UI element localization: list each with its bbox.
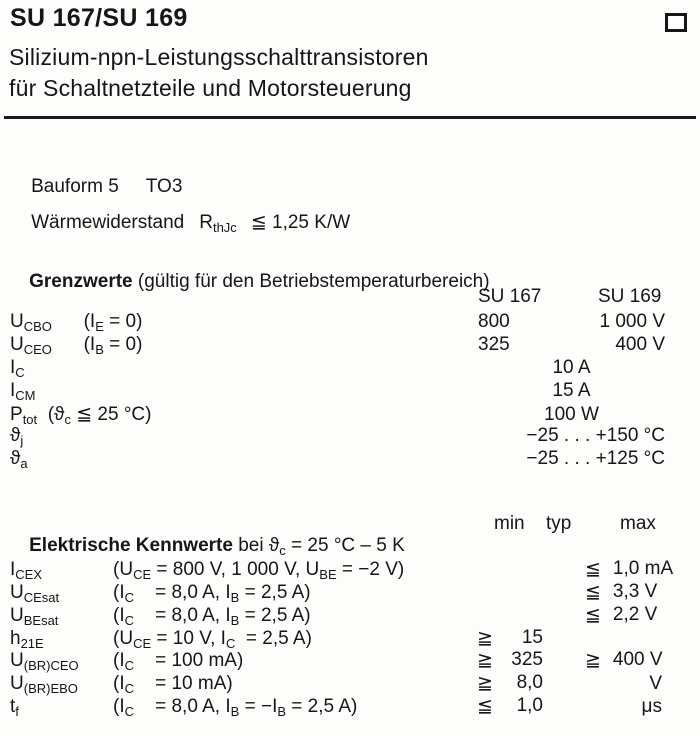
characteristics-table xyxy=(10,558,674,720)
characteristic-symbol: $I_{CEX}$ xyxy=(10,559,43,582)
limit-value-su169: 1 000 V xyxy=(599,311,665,332)
characteristic-min-value xyxy=(475,627,543,650)
relation-symbol: ≦ xyxy=(477,696,493,718)
limit-value-su167: 800 xyxy=(478,311,510,332)
min-number: 15 xyxy=(521,626,543,648)
characteristic-conditions: ($I_C$ = 100 mA) xyxy=(113,650,244,674)
limits-heading-title: Grenzwerte xyxy=(29,271,133,292)
characteristic-symbol: $t_f$ xyxy=(10,696,19,720)
characteristic-symbol: $U_{(BR)EBO}$ xyxy=(10,673,78,697)
limit-value-shared: −25 . . . +150 °C xyxy=(526,425,665,447)
characteristics-row xyxy=(10,695,665,718)
thermal-value: ≦ 1,25 K/W xyxy=(250,212,351,233)
bauform-label: Bauform 5 xyxy=(31,176,119,197)
limit-value-shared: −25 . . . +125 °C xyxy=(526,448,665,470)
divider-rule xyxy=(4,116,696,119)
characteristic-conditions: ($I_C$ = 10 mA) xyxy=(113,673,233,697)
relation-symbol: ≦ xyxy=(585,559,601,580)
max-number: 1,0 mA xyxy=(612,558,674,579)
limits-row xyxy=(10,357,665,380)
thermal-resistance-line xyxy=(10,189,350,256)
characteristic-symbol: $U_{CEsat}$ xyxy=(10,581,60,605)
column-header-min: min xyxy=(494,513,525,534)
limit-symbol: $ϑ_a$ xyxy=(10,448,28,472)
limits-row xyxy=(10,334,665,357)
limit-symbol: $I_{CM}$ xyxy=(10,379,36,403)
column-header-typ: typ xyxy=(546,513,572,534)
subtitle-line1: Silizium-npn-Leistungsschalttransistoren xyxy=(9,44,429,70)
limit-value-shared: 100 W xyxy=(544,403,599,425)
characteristic-symbol: $U_{(BR)CEO}$ xyxy=(10,650,79,674)
relation-symbol: ≧ xyxy=(585,650,601,672)
characteristics-row xyxy=(10,558,674,582)
limit-value-su169: 400 V xyxy=(615,333,665,355)
thermal-symbol: $R_{thJc}$ xyxy=(199,212,237,235)
limit-value-shared: 15 A xyxy=(552,379,591,401)
limit-symbol: $I_C$ xyxy=(10,356,25,380)
limits-heading xyxy=(8,249,490,315)
limit-symbol: $U_{CBO}$ $(I_E = 0)$ xyxy=(10,311,143,334)
limits-row xyxy=(10,403,665,426)
relation-symbol: ≦ xyxy=(585,581,601,603)
characteristic-min-value xyxy=(475,672,543,695)
characteristic-max-value xyxy=(543,581,665,604)
column-header-su169: SU 169 xyxy=(598,286,662,307)
characteristics-row xyxy=(10,649,665,672)
corner-square-icon xyxy=(665,13,687,32)
characteristics-row xyxy=(10,581,665,604)
characteristic-min-value xyxy=(475,649,543,672)
characteristic-conditions: ($I_C$ = 8,0 A, $I_B = 2,5$ A) xyxy=(113,581,311,605)
limit-value-shared: 10 A xyxy=(552,356,591,378)
characteristics-row xyxy=(10,627,665,650)
characteristic-symbol: $h_{21E}$ xyxy=(10,627,44,651)
characteristic-conditions: ($I_C$ = 8,0 A, $I_B = -I_B = 2,5$ A) xyxy=(113,696,358,720)
characteristics-heading-title: Elektrische Kennwerte xyxy=(29,535,233,556)
relation-symbol: ≧ xyxy=(477,650,493,672)
limit-value-su167: 325 xyxy=(478,333,510,355)
limit-symbol: $P_{tot}$ ($ϑ_c$ ≦ 25 °C) xyxy=(10,403,152,427)
characteristic-conditions: ($U_{CE} = 10$ V, $I_C = 2,5$ A) xyxy=(113,627,312,651)
relation-symbol: ≦ xyxy=(585,604,601,626)
min-number: 8,0 xyxy=(516,672,543,694)
characteristic-min-value xyxy=(475,695,543,718)
limit-symbol: $U_{CEO}$ $(I_B = 0)$ xyxy=(10,333,143,357)
characteristic-max-value xyxy=(543,558,674,581)
characteristics-heading-note: bei $ϑ_c = 25$ °C – 5 K xyxy=(232,535,405,558)
limits-table xyxy=(10,311,665,471)
characteristic-conditions: ($U_{CE} = 800$ V, 1 000 V, $U_{BE} = -2$ V) xyxy=(113,559,405,582)
min-number: 1,0 xyxy=(516,695,543,717)
characteristic-max-value xyxy=(543,604,665,627)
subtitle-line2: für Schaltnetzteile und Motorsteuerung xyxy=(9,75,412,101)
characteristic-max-value xyxy=(543,696,665,718)
limits-heading-note: (gültig für den Betriebstemperaturbereich) xyxy=(132,271,490,292)
characteristics-row xyxy=(10,604,665,627)
limit-symbol: $ϑ_j$ xyxy=(10,425,24,449)
limits-row xyxy=(10,380,665,403)
package-label: TO3 xyxy=(145,176,183,197)
max-number: 400 V xyxy=(612,649,663,671)
min-number: 325 xyxy=(511,649,543,671)
limits-row xyxy=(10,448,665,471)
column-header-su167: SU 167 xyxy=(478,286,542,307)
limits-row xyxy=(10,311,665,334)
relation-symbol: ≧ xyxy=(477,673,493,695)
max-number: V xyxy=(649,673,662,695)
characteristic-max-value xyxy=(543,673,665,695)
characteristic-conditions: ($I_C$ = 8,0 A, $I_B = 2,5$ A) xyxy=(113,604,311,628)
page-title: SU 167/SU 169 xyxy=(10,4,188,32)
column-header-max: max xyxy=(620,513,656,534)
limits-row xyxy=(10,425,665,448)
thermal-label: Wärmewiderstand xyxy=(31,212,185,233)
characteristic-max-value xyxy=(543,649,665,672)
relation-symbol: ≧ xyxy=(477,627,493,649)
characteristic-symbol: $U_{BEsat}$ xyxy=(10,604,59,628)
max-number: 2,2 V xyxy=(612,603,658,625)
max-number: μs xyxy=(641,696,662,718)
max-number: 3,3 V xyxy=(612,580,658,602)
characteristics-row xyxy=(10,672,665,695)
